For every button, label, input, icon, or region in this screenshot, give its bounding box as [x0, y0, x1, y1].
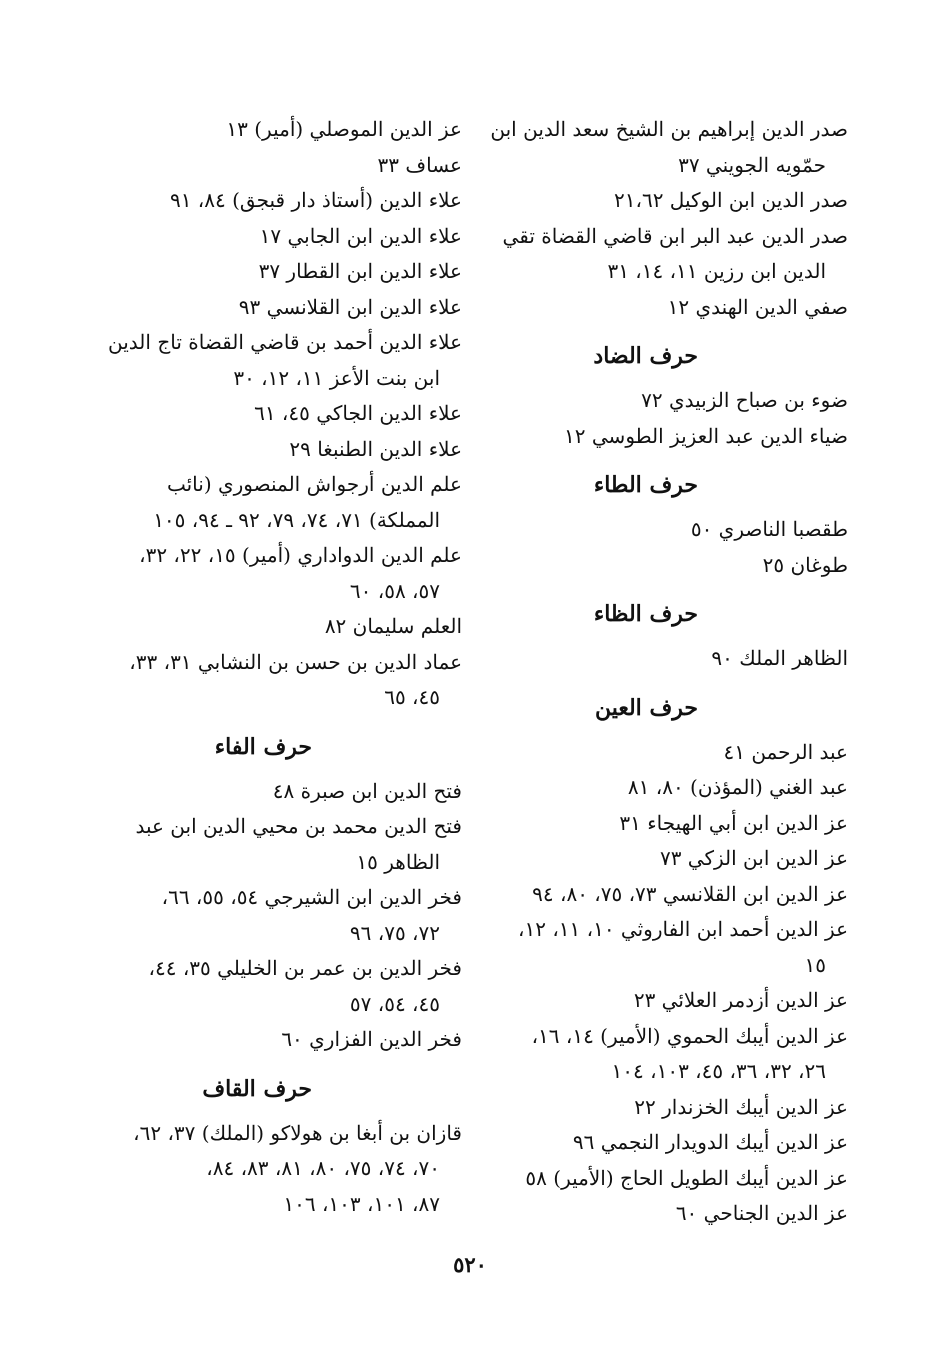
entry-line: ضياء الدين عبد العزيز الطوسي ١٢: [564, 423, 848, 448]
letter-heading: حرف الطاء: [593, 472, 698, 498]
entry-line: عز الدين الجناحي ٦٠: [675, 1201, 848, 1225]
index-entry: [473, 419, 848, 455]
index-entry: [82, 112, 462, 148]
entry-line: طقصبا الناصري ٥٠: [690, 517, 848, 541]
entry-line: عساف ٣٣: [377, 152, 462, 177]
index-entry: [82, 290, 462, 326]
index-entry: [473, 290, 848, 326]
entry-line: ضوء بن صباح الزبيدي ٧٢: [641, 388, 848, 412]
letter-heading: حرف العين: [594, 694, 698, 721]
index-entry: [473, 1161, 848, 1197]
entry-line: صدر الدين عبد البر ابن قاضي القضاة تقي: [502, 223, 848, 248]
index-entry: [473, 512, 848, 548]
entry-line: فخر الدين بن عمر بن الخليلي ٣٥، ٤٤،: [148, 956, 462, 980]
entry-continuation-line: ٧٢، ٧٥، ٩٦: [349, 920, 440, 945]
index-entry: [82, 609, 462, 645]
entry-line: الظاهر الملك ٩٠: [711, 646, 848, 670]
entry-line: فتح الدين محمد بن محيي الدين ابن عبد: [135, 814, 462, 838]
page-number: ٥٢٠: [453, 1252, 487, 1277]
entry-line: عز الدين أزدمر العلائي ٢٣: [633, 988, 848, 1012]
index-entry: [82, 467, 462, 538]
entry-line: عز الدين الموصلي (أمير) ١٣: [226, 117, 462, 141]
index-entry: [82, 645, 462, 716]
entry-line: طوغان ٢٥: [762, 552, 848, 577]
index-entry: [82, 809, 462, 880]
index-entry: [82, 219, 462, 255]
index-entry: [473, 806, 848, 842]
entry-line: عماد الدين بن حسن بن النشابي ٣١، ٣٣،: [129, 649, 462, 674]
entry-line: عبد الرحمن ٤١: [723, 739, 848, 764]
entry-line: عز الدين ابن أبي الهيجاء ٣١: [619, 810, 848, 835]
entry-continuation-line: ٧٠، ٧٤، ٧٥، ٨٠، ٨١، ٨٣، ٨٤،: [206, 1156, 440, 1180]
index-entry: [473, 983, 848, 1019]
entry-line: علاء الدين أحمد بن قاضي القضاة تاج الدين: [108, 330, 462, 354]
index-entry: [82, 148, 462, 184]
letter-heading: حرف الفاء: [214, 733, 312, 760]
entry-line: علاء الدين (أستاذ دار قبجق) ٨٤، ٩١: [169, 188, 462, 212]
index-entry: [473, 548, 848, 584]
entry-line: علاء الدين الطنبغا ٢٩: [289, 436, 462, 461]
entry-line: صفي الدين الهندي ١٢: [667, 294, 848, 319]
index-entry: [473, 219, 848, 290]
entry-line: علم الدين الدواداري (أمير) ١٥، ٢٢، ٣٢،: [139, 543, 462, 567]
index-entry: [473, 735, 848, 771]
letter-heading: حرف الظاء: [593, 601, 698, 627]
entry-line: علم الدين أرجواش المنصوري (نائب: [166, 472, 462, 496]
index-entry: [82, 1116, 462, 1223]
entry-continuation-line: ٤٥، ٦٥: [384, 685, 440, 709]
index-entry: [82, 880, 462, 951]
entry-continuation-line: المملكة) ٧١، ٧٤، ٧٩، ٩٢ ـ ٩٤، ١٠٥: [153, 507, 440, 532]
index-entry: [82, 774, 462, 810]
index-entry: [82, 396, 462, 432]
index-entry: [82, 254, 462, 290]
index-entry: [473, 641, 848, 677]
index-entry: [82, 951, 462, 1022]
index-entry: [473, 912, 848, 983]
index-entry: [473, 1125, 848, 1161]
entry-line: عز الدين أيبك الحموي (الأمير) ١٤، ١٦،: [531, 1023, 848, 1048]
entry-line: عز الدين أحمد ابن الفاروثي ١٠، ١١، ١٢،: [518, 917, 848, 941]
index-entry: [473, 1196, 848, 1232]
entry-continuation-line: الظاهر ١٥: [356, 849, 440, 874]
index-entry: [82, 432, 462, 468]
entry-line: عبد الغني (المؤذن) ٨٠، ٨١: [627, 775, 848, 799]
entry-line: عز الدين ابن الزكي ٧٣: [659, 846, 848, 870]
index-entry: [82, 1022, 462, 1058]
entry-continuation-line: ٢٦، ٣٢، ٣٦، ٤٥، ١٠٣، ١٠٤: [611, 1059, 826, 1083]
entry-line: العلم سليمان ٨٢: [324, 614, 462, 638]
entry-continuation-line: ٥٧، ٥٨، ٦٠: [349, 578, 440, 603]
index-column-right: [473, 112, 848, 1232]
entry-continuation-line: الدين ابن رزين ١١، ١٤، ٣١: [607, 259, 826, 283]
index-entry: [473, 877, 848, 913]
index-entry: [82, 183, 462, 219]
index-entry: [473, 383, 848, 419]
entry-line: صدر الدين ابن الوكيل ٢١،٦٢: [614, 188, 848, 212]
entry-continuation-line: حمّويه الجويني ٣٧: [678, 152, 826, 177]
entry-line: فخر الدين ابن الشيرجي ٥٤، ٥٥، ٦٦،: [161, 885, 462, 909]
index-entry: [473, 1090, 848, 1126]
entry-line: علاء الدين ابن الجابي ١٧: [259, 223, 462, 248]
index-entry: [473, 770, 848, 806]
entry-continuation-line: ٤٥، ٥٤، ٥٧: [349, 991, 440, 1016]
letter-heading: حرف الضاد: [593, 343, 698, 369]
index-entry: [473, 1019, 848, 1090]
entry-line: عز الدين أيبك الخزندار ٢٢: [634, 1094, 848, 1119]
entry-line: علاء الدين ابن القلانسي ٩٣: [238, 294, 462, 319]
entry-line: علاء الدين ابن القطار ٣٧: [258, 259, 462, 283]
entry-line: عز الدين أيبك الطويل الحاج (الأمير) ٥٨: [525, 1165, 848, 1190]
entry-continuation-line: ٨٧، ١٠١، ١٠٣، ١٠٦: [283, 1191, 440, 1216]
entry-line: صدر الدين إبراهيم بن الشيخ سعد الدين ابن: [490, 117, 848, 141]
entry-continuation-line: ابن بنت الأعز ١١، ١٢، ٣٠: [233, 365, 440, 390]
index-column-left: [82, 112, 462, 1222]
entry-line: فتح الدين ابن صبرة ٤٨: [272, 778, 462, 803]
index-entry: [473, 183, 848, 219]
letter-heading: حرف القاف: [202, 1075, 312, 1102]
index-entry: [473, 841, 848, 877]
index-entry: [473, 112, 848, 183]
index-entry: [82, 538, 462, 609]
entry-continuation-line: ١٥: [804, 952, 826, 977]
entry-line: فخر الدين الفزاري ٦٠: [281, 1027, 462, 1051]
entry-line: عز الدين أيبك الدويدار النجمي ٩٦: [572, 1130, 848, 1154]
entry-line: عز الدين ابن القلانسي ٧٣، ٧٥، ٨٠، ٩٤: [532, 881, 848, 906]
index-entry: [82, 325, 462, 396]
entry-line: علاء الدين الجاكي ٤٥، ٦١: [254, 401, 462, 425]
entry-line: قازان بن أبغا بن هولاكو (الملك) ٣٧، ٦٢،: [133, 1120, 462, 1145]
